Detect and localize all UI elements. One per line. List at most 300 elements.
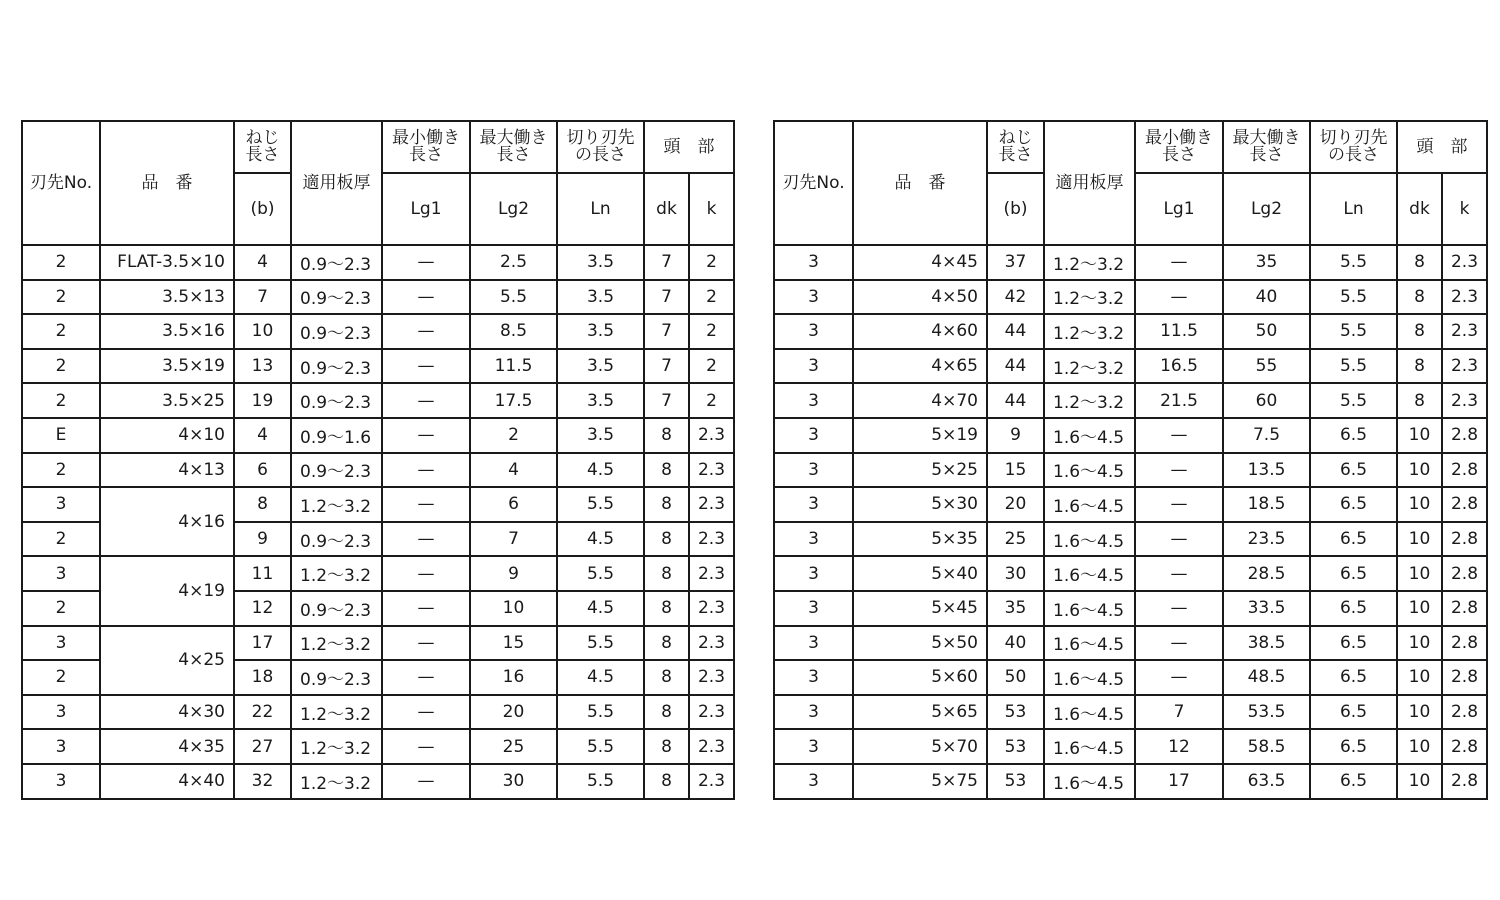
ln-cell: 5.5 (557, 729, 644, 764)
thread-length-cell: 11 (234, 556, 291, 591)
table-row (774, 591, 1487, 626)
part-no-cell: 3.5×19 (100, 349, 234, 384)
ln-cell: 6.5 (1310, 660, 1397, 695)
thread-length-cell: 40 (987, 626, 1044, 661)
ln-cell: 3.5 (557, 314, 644, 349)
ln-cell: 3.5 (557, 245, 644, 280)
lg1-cell: 11.5 (1135, 314, 1223, 349)
dk-cell: 8 (644, 660, 689, 695)
k-cell: 2.3 (689, 453, 734, 488)
plate-thickness-cell: 1.6〜4.5 (1044, 418, 1135, 453)
thread-length-cell: 8 (234, 487, 291, 522)
dk-cell: 8 (1397, 349, 1442, 384)
dk-cell: 8 (644, 453, 689, 488)
part-no-cell: 3.5×16 (100, 314, 234, 349)
table-row (774, 349, 1487, 384)
part-no-cell: 4×10 (100, 418, 234, 453)
plate-thickness-cell: 0.9〜2.3 (291, 591, 382, 626)
table-row (774, 626, 1487, 661)
k-cell: 2.3 (689, 626, 734, 661)
table-row (22, 764, 734, 799)
lg1-cell: — (382, 695, 470, 730)
lg1-cell: — (382, 591, 470, 626)
part-no-cell: 4×60 (853, 314, 987, 349)
thread-length-cell: 30 (987, 556, 1044, 591)
thread-length-cell: 4 (234, 418, 291, 453)
thread-length-cell: 32 (234, 764, 291, 799)
header-min-work-length: 最小働き 長さ (382, 121, 470, 173)
table-row (22, 695, 734, 730)
lg1-cell: — (1135, 660, 1223, 695)
lg2-cell: 15 (470, 626, 557, 661)
thread-length-cell: 44 (987, 314, 1044, 349)
k-cell: 2.3 (689, 487, 734, 522)
tip-no-cell: 2 (22, 383, 100, 418)
part-no-cell: 5×19 (853, 418, 987, 453)
thread-length-cell: 27 (234, 729, 291, 764)
lg2-cell: 11.5 (470, 349, 557, 384)
dk-cell: 7 (644, 383, 689, 418)
dk-cell: 10 (1397, 626, 1442, 661)
lg2-cell: 28.5 (1223, 556, 1310, 591)
header-plate-thickness: 適用板厚 (1044, 121, 1135, 245)
table-row (774, 556, 1487, 591)
header-dk: dk (1397, 173, 1442, 245)
lg1-cell: — (1135, 245, 1223, 280)
header-max-work-length: 最大働き 長さ (470, 121, 557, 173)
part-no-cell: 4×16 (100, 487, 234, 556)
tip-no-cell: 3 (774, 487, 853, 522)
lg1-cell: 7 (1135, 695, 1223, 730)
table-row (774, 453, 1487, 488)
tip-no-cell: 2 (22, 314, 100, 349)
part-no-cell: 4×45 (853, 245, 987, 280)
ln-cell: 5.5 (1310, 245, 1397, 280)
thread-length-cell: 10 (234, 314, 291, 349)
lg2-cell: 48.5 (1223, 660, 1310, 695)
k-cell: 2 (689, 383, 734, 418)
header-lg1: Lg1 (1135, 173, 1223, 245)
part-no-cell: 4×13 (100, 453, 234, 488)
lg2-cell: 8.5 (470, 314, 557, 349)
lg2-cell: 35 (1223, 245, 1310, 280)
dk-cell: 7 (644, 349, 689, 384)
ln-cell: 4.5 (557, 453, 644, 488)
table-row (22, 383, 734, 418)
ln-cell: 5.5 (1310, 280, 1397, 315)
tip-no-cell: 3 (22, 487, 100, 522)
header-max-work-length: 最大働き 長さ (1223, 121, 1310, 173)
table-row (774, 695, 1487, 730)
tip-no-cell: 3 (774, 383, 853, 418)
dk-cell: 8 (1397, 314, 1442, 349)
header-head: 頭 部 (1397, 121, 1487, 173)
lg2-cell: 9 (470, 556, 557, 591)
table-row (774, 522, 1487, 557)
tip-no-cell: 3 (774, 626, 853, 661)
tip-no-cell: 2 (22, 591, 100, 626)
k-cell: 2.3 (689, 591, 734, 626)
part-no-cell: FLAT-3.5×10 (100, 245, 234, 280)
spec-table-right (773, 120, 1488, 800)
plate-thickness-cell: 1.2〜3.2 (291, 695, 382, 730)
plate-thickness-cell: 1.2〜3.2 (291, 487, 382, 522)
k-cell: 2.8 (1442, 418, 1487, 453)
plate-thickness-cell: 1.6〜4.5 (1044, 591, 1135, 626)
part-no-cell: 3.5×13 (100, 280, 234, 315)
table-row (774, 764, 1487, 799)
table-row (22, 280, 734, 315)
ln-cell: 5.5 (557, 695, 644, 730)
lg1-cell: — (382, 418, 470, 453)
lg2-cell: 23.5 (1223, 522, 1310, 557)
plate-thickness-cell: 1.2〜3.2 (291, 764, 382, 799)
ln-cell: 5.5 (1310, 314, 1397, 349)
part-no-cell: 5×65 (853, 695, 987, 730)
thread-length-cell: 25 (987, 522, 1044, 557)
table-row (774, 245, 1487, 280)
k-cell: 2 (689, 349, 734, 384)
plate-thickness-cell: 1.2〜3.2 (1044, 280, 1135, 315)
header-cut-tip-length: 切り刃先 の長さ (557, 121, 644, 173)
table-row (774, 418, 1487, 453)
table-row (22, 418, 734, 453)
lg2-cell: 6 (470, 487, 557, 522)
tip-no-cell: 2 (22, 245, 100, 280)
tip-no-cell: 2 (22, 660, 100, 695)
header-ln: Ln (1310, 173, 1397, 245)
ln-cell: 5.5 (557, 626, 644, 661)
dk-cell: 7 (644, 280, 689, 315)
part-no-cell: 4×35 (100, 729, 234, 764)
lg1-cell: — (382, 764, 470, 799)
tip-no-cell: 3 (22, 556, 100, 591)
lg2-cell: 50 (1223, 314, 1310, 349)
thread-length-cell: 6 (234, 453, 291, 488)
plate-thickness-cell: 1.6〜4.5 (1044, 487, 1135, 522)
tip-no-cell: 3 (774, 695, 853, 730)
part-no-cell: 4×19 (100, 556, 234, 625)
lg1-cell: — (1135, 453, 1223, 488)
part-no-cell: 5×75 (853, 764, 987, 799)
header-ln: Ln (557, 173, 644, 245)
ln-cell: 6.5 (1310, 764, 1397, 799)
ln-cell: 6.5 (1310, 729, 1397, 764)
dk-cell: 10 (1397, 522, 1442, 557)
tip-no-cell: 3 (22, 695, 100, 730)
thread-length-cell: 53 (987, 729, 1044, 764)
plate-thickness-cell: 0.9〜2.3 (291, 314, 382, 349)
ln-cell: 6.5 (1310, 626, 1397, 661)
lg1-cell: — (382, 522, 470, 557)
lg2-cell: 4 (470, 453, 557, 488)
lg2-cell: 58.5 (1223, 729, 1310, 764)
tip-no-cell: 3 (774, 764, 853, 799)
k-cell: 2.8 (1442, 695, 1487, 730)
dk-cell: 8 (644, 522, 689, 557)
ln-cell: 6.5 (1310, 556, 1397, 591)
lg2-cell: 16 (470, 660, 557, 695)
header-lg1: Lg1 (382, 173, 470, 245)
plate-thickness-cell: 1.6〜4.5 (1044, 695, 1135, 730)
lg1-cell: — (382, 556, 470, 591)
header-tip-no: 刃先No. (774, 121, 853, 245)
lg1-cell: — (382, 383, 470, 418)
thread-length-cell: 18 (234, 660, 291, 695)
ln-cell: 5.5 (557, 556, 644, 591)
ln-cell: 6.5 (1310, 453, 1397, 488)
part-no-cell: 4×50 (853, 280, 987, 315)
dk-cell: 8 (644, 591, 689, 626)
plate-thickness-cell: 0.9〜2.3 (291, 522, 382, 557)
lg2-cell: 2 (470, 418, 557, 453)
header-lg2: Lg2 (470, 173, 557, 245)
k-cell: 2.8 (1442, 626, 1487, 661)
dk-cell: 8 (644, 764, 689, 799)
ln-cell: 5.5 (557, 487, 644, 522)
k-cell: 2.3 (1442, 314, 1487, 349)
tip-no-cell: 2 (22, 453, 100, 488)
dk-cell: 8 (644, 418, 689, 453)
lg1-cell: — (382, 453, 470, 488)
plate-thickness-cell: 1.6〜4.5 (1044, 729, 1135, 764)
k-cell: 2.3 (1442, 245, 1487, 280)
plate-thickness-cell: 1.2〜3.2 (1044, 314, 1135, 349)
plate-thickness-cell: 1.6〜4.5 (1044, 626, 1135, 661)
part-no-cell: 5×30 (853, 487, 987, 522)
table-row (774, 280, 1487, 315)
part-no-cell: 3.5×25 (100, 383, 234, 418)
table-row (774, 660, 1487, 695)
k-cell: 2.8 (1442, 729, 1487, 764)
lg1-cell: — (1135, 280, 1223, 315)
thread-length-cell: 7 (234, 280, 291, 315)
part-no-cell: 4×65 (853, 349, 987, 384)
tip-no-cell: 3 (774, 591, 853, 626)
k-cell: 2.8 (1442, 660, 1487, 695)
thread-length-cell: 19 (234, 383, 291, 418)
dk-cell: 8 (1397, 245, 1442, 280)
dk-cell: 8 (644, 556, 689, 591)
lg2-cell: 13.5 (1223, 453, 1310, 488)
header-thread-length-symbol: (b) (987, 173, 1044, 245)
k-cell: 2.8 (1442, 453, 1487, 488)
thread-length-cell: 13 (234, 349, 291, 384)
plate-thickness-cell: 1.6〜4.5 (1044, 764, 1135, 799)
tip-no-cell: 3 (774, 453, 853, 488)
lg1-cell: — (382, 626, 470, 661)
lg2-cell: 38.5 (1223, 626, 1310, 661)
table-row (774, 729, 1487, 764)
ln-cell: 3.5 (557, 349, 644, 384)
table-row (22, 487, 734, 522)
k-cell: 2.8 (1442, 591, 1487, 626)
header-plate-thickness: 適用板厚 (291, 121, 382, 245)
tip-no-cell: 3 (774, 349, 853, 384)
k-cell: 2.8 (1442, 556, 1487, 591)
header-thread-length: ねじ 長さ (987, 121, 1044, 173)
lg2-cell: 7 (470, 522, 557, 557)
thread-length-cell: 35 (987, 591, 1044, 626)
part-no-cell: 5×70 (853, 729, 987, 764)
lg2-cell: 33.5 (1223, 591, 1310, 626)
lg1-cell: — (382, 280, 470, 315)
dk-cell: 8 (644, 729, 689, 764)
plate-thickness-cell: 0.9〜2.3 (291, 245, 382, 280)
lg2-cell: 53.5 (1223, 695, 1310, 730)
lg2-cell: 10 (470, 591, 557, 626)
plate-thickness-cell: 1.2〜3.2 (1044, 349, 1135, 384)
table-row (22, 729, 734, 764)
part-no-cell: 5×25 (853, 453, 987, 488)
lg2-cell: 25 (470, 729, 557, 764)
k-cell: 2.3 (1442, 280, 1487, 315)
plate-thickness-cell: 1.2〜3.2 (1044, 245, 1135, 280)
part-no-cell: 4×30 (100, 695, 234, 730)
dk-cell: 10 (1397, 487, 1442, 522)
lg1-cell: — (382, 245, 470, 280)
lg2-cell: 55 (1223, 349, 1310, 384)
spec-table-left (21, 120, 735, 800)
header-head: 頭 部 (644, 121, 734, 173)
thread-length-cell: 42 (987, 280, 1044, 315)
thread-length-cell: 12 (234, 591, 291, 626)
dk-cell: 10 (1397, 695, 1442, 730)
plate-thickness-cell: 1.2〜3.2 (291, 626, 382, 661)
header-tip-no: 刃先No. (22, 121, 100, 245)
plate-thickness-cell: 0.9〜2.3 (291, 280, 382, 315)
lg1-cell: — (382, 487, 470, 522)
table-row (22, 626, 734, 661)
k-cell: 2.8 (1442, 487, 1487, 522)
thread-length-cell: 53 (987, 695, 1044, 730)
table-row (774, 383, 1487, 418)
plate-thickness-cell: 0.9〜2.3 (291, 453, 382, 488)
ln-cell: 4.5 (557, 660, 644, 695)
plate-thickness-cell: 1.2〜3.2 (291, 729, 382, 764)
k-cell: 2 (689, 314, 734, 349)
plate-thickness-cell: 1.2〜3.2 (1044, 383, 1135, 418)
header-part-no: 品 番 (100, 121, 234, 245)
thread-length-cell: 20 (987, 487, 1044, 522)
tip-no-cell: 3 (774, 729, 853, 764)
plate-thickness-cell: 1.6〜4.5 (1044, 453, 1135, 488)
plate-thickness-cell: 1.6〜4.5 (1044, 660, 1135, 695)
lg2-cell: 30 (470, 764, 557, 799)
ln-cell: 5.5 (1310, 349, 1397, 384)
dk-cell: 10 (1397, 729, 1442, 764)
table-row (774, 487, 1487, 522)
k-cell: 2.8 (1442, 764, 1487, 799)
k-cell: 2.3 (689, 729, 734, 764)
tip-no-cell: 3 (774, 314, 853, 349)
ln-cell: 6.5 (1310, 522, 1397, 557)
dk-cell: 10 (1397, 556, 1442, 591)
table-row (22, 245, 734, 280)
k-cell: 2.3 (1442, 349, 1487, 384)
lg2-cell: 20 (470, 695, 557, 730)
table-body (22, 245, 734, 799)
thread-length-cell: 53 (987, 764, 1044, 799)
table-row (22, 314, 734, 349)
lg2-cell: 5.5 (470, 280, 557, 315)
dk-cell: 7 (644, 245, 689, 280)
ln-cell: 3.5 (557, 383, 644, 418)
table-body (774, 245, 1487, 799)
ln-cell: 3.5 (557, 280, 644, 315)
header-cut-tip-length: 切り刃先 の長さ (1310, 121, 1397, 173)
lg1-cell: — (1135, 522, 1223, 557)
dk-cell: 8 (644, 626, 689, 661)
lg2-cell: 60 (1223, 383, 1310, 418)
lg2-cell: 17.5 (470, 383, 557, 418)
ln-cell: 5.5 (557, 764, 644, 799)
part-no-cell: 5×40 (853, 556, 987, 591)
lg1-cell: — (382, 349, 470, 384)
k-cell: 2.3 (689, 695, 734, 730)
thread-length-cell: 15 (987, 453, 1044, 488)
tip-no-cell: 3 (22, 764, 100, 799)
tip-no-cell: 2 (22, 522, 100, 557)
header-dk: dk (644, 173, 689, 245)
table-header (22, 121, 734, 245)
tip-no-cell: 3 (22, 626, 100, 661)
table-row (22, 349, 734, 384)
plate-thickness-cell: 1.6〜4.5 (1044, 522, 1135, 557)
lg2-cell: 7.5 (1223, 418, 1310, 453)
part-no-cell: 4×40 (100, 764, 234, 799)
thread-length-cell: 22 (234, 695, 291, 730)
dk-cell: 10 (1397, 453, 1442, 488)
lg1-cell: 12 (1135, 729, 1223, 764)
thread-length-cell: 9 (987, 418, 1044, 453)
dk-cell: 8 (1397, 280, 1442, 315)
thread-length-cell: 4 (234, 245, 291, 280)
ln-cell: 6.5 (1310, 418, 1397, 453)
lg1-cell: — (1135, 626, 1223, 661)
lg1-cell: — (1135, 487, 1223, 522)
ln-cell: 6.5 (1310, 591, 1397, 626)
ln-cell: 6.5 (1310, 695, 1397, 730)
plate-thickness-cell: 0.9〜2.3 (291, 660, 382, 695)
lg1-cell: — (1135, 591, 1223, 626)
thread-length-cell: 9 (234, 522, 291, 557)
header-k: k (689, 173, 734, 245)
tip-no-cell: 3 (774, 522, 853, 557)
tip-no-cell: 3 (774, 245, 853, 280)
dk-cell: 10 (1397, 660, 1442, 695)
table-header (774, 121, 1487, 245)
ln-cell: 5.5 (1310, 383, 1397, 418)
tip-no-cell: 3 (22, 729, 100, 764)
dk-cell: 10 (1397, 591, 1442, 626)
k-cell: 2.3 (1442, 383, 1487, 418)
plate-thickness-cell: 0.9〜2.3 (291, 349, 382, 384)
ln-cell: 4.5 (557, 591, 644, 626)
header-lg2: Lg2 (1223, 173, 1310, 245)
dk-cell: 8 (644, 695, 689, 730)
k-cell: 2.3 (689, 418, 734, 453)
tip-no-cell: E (22, 418, 100, 453)
k-cell: 2 (689, 245, 734, 280)
thread-length-cell: 17 (234, 626, 291, 661)
table-row (774, 314, 1487, 349)
lg1-cell: — (382, 314, 470, 349)
table-row (22, 556, 734, 591)
part-no-cell: 5×45 (853, 591, 987, 626)
dk-cell: 7 (644, 314, 689, 349)
header-part-no: 品 番 (853, 121, 987, 245)
